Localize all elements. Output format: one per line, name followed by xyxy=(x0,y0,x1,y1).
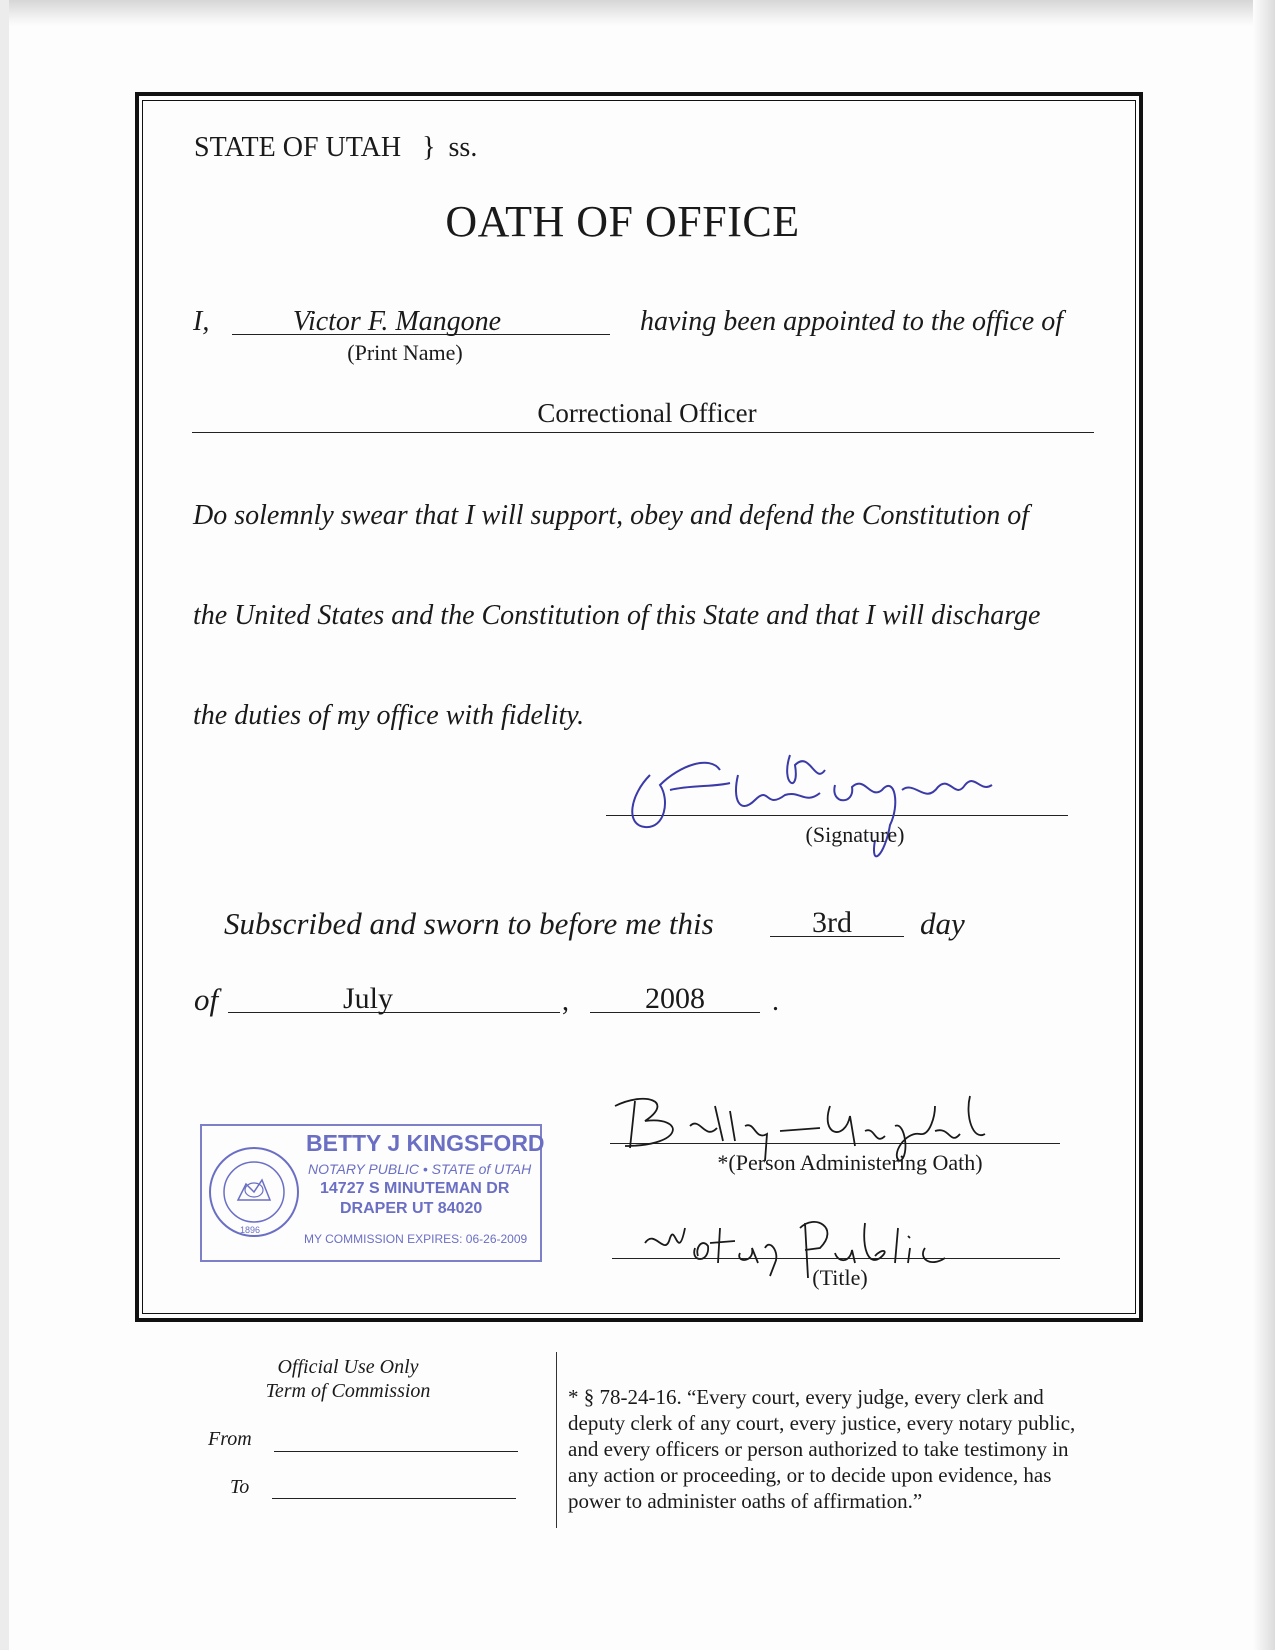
year-value: 2008 xyxy=(645,982,705,1015)
stamp-line-3: DRAPER UT 84020 xyxy=(340,1200,483,1217)
print-name-value: Victor F. Mangone xyxy=(292,306,502,337)
scan-edge-right xyxy=(1253,0,1275,1650)
oath-text-line-1: Do solemnly swear that I will support, obey and defend the Constitution of xyxy=(193,500,1030,531)
scan-edge-left xyxy=(0,0,9,1650)
sworn-text: Subscribed and sworn to before me this xyxy=(224,906,714,941)
footer-divider xyxy=(556,1352,557,1528)
stamp-notary-name: BETTY J KINGSFORD xyxy=(306,1130,545,1156)
officer-signature xyxy=(620,745,1040,875)
footnote-line: power to administer oaths of affirmation.” xyxy=(568,1489,923,1513)
footnote-line: * § 78-24-16. “Every court, every judge, every clerk and xyxy=(568,1385,1044,1409)
from-field[interactable] xyxy=(274,1451,518,1452)
footnote-line: any action or proceeding, or to decide upon evidence, has xyxy=(568,1463,1052,1487)
stamp-line-1: NOTARY PUBLIC • STATE of UTAH xyxy=(308,1161,532,1177)
title-caption: (Title) xyxy=(812,1265,868,1290)
ss-label: ss. xyxy=(448,132,478,163)
day-value: 3rd xyxy=(812,906,852,939)
venue-header xyxy=(194,132,477,164)
day-word: day xyxy=(920,906,965,941)
term-heading: Term of Commission xyxy=(265,1380,431,1402)
stamp-line-4: MY COMMISSION EXPIRES: 06-26-2009 xyxy=(304,1232,528,1246)
oath-text-line-2: the United States and the Constitution of this State and that I will discharge xyxy=(193,600,1041,631)
to-label: To xyxy=(230,1476,250,1498)
statute-footnote xyxy=(568,1384,1075,1514)
to-field[interactable] xyxy=(272,1498,516,1499)
signature-caption: (Signature) xyxy=(805,822,905,847)
stamp-seal-year: 1896 xyxy=(240,1225,261,1235)
appointed-text: having been appointed to the office of xyxy=(640,306,1064,337)
office-value: Correctional Officer xyxy=(537,398,757,428)
scan-edge-top xyxy=(0,0,1275,26)
month-value: July xyxy=(342,982,393,1015)
office-line xyxy=(192,432,1094,433)
state-label: STATE OF UTAH xyxy=(194,132,402,163)
pronoun-i: I, xyxy=(193,306,210,337)
venue-brace: } xyxy=(422,132,436,163)
of-word: of xyxy=(194,982,219,1017)
from-label: From xyxy=(208,1428,252,1450)
official-use-heading: Official Use Only xyxy=(277,1356,419,1378)
administrator-caption: *(Person Administering Oath) xyxy=(717,1150,983,1175)
stamp-line-2: 14727 S MINUTEMAN DR xyxy=(320,1180,510,1197)
period: . xyxy=(772,986,779,1017)
footnote-line: deputy clerk of any court, every justice, every notary public, xyxy=(568,1411,1076,1435)
page-title: OATH OF OFFICE xyxy=(445,197,800,246)
comma: , xyxy=(562,986,569,1017)
notary-stamp xyxy=(200,1124,545,1262)
oath-text-line-3: the duties of my office with fidelity. xyxy=(193,700,585,731)
print-name-caption: (Print Name) xyxy=(347,340,463,365)
footnote-line: and every officers or person authorized to take testimony in xyxy=(568,1437,1069,1461)
